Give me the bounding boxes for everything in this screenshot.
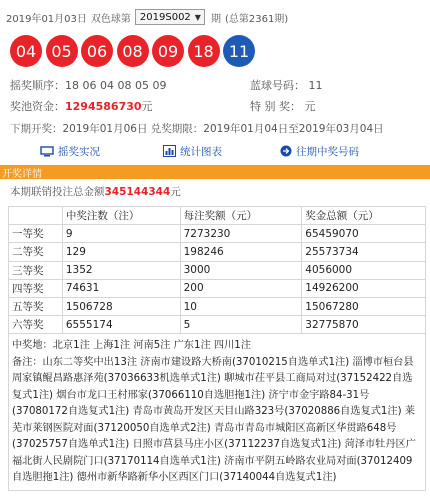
notes-cell	[9, 334, 426, 491]
winner-count: 1352	[62, 261, 180, 279]
red-ball: 18	[188, 35, 220, 67]
live-video-label: 摇奖实况	[58, 145, 100, 158]
remarks: 备注：山东二等奖中出13注 济南市建设路大桥南(37010215自选单式1注) 淄博市桓台县周家镇鲲昌路惠泽苑(37036633机选单式1注) 聊城市茌平县工商局对过(37152422自选复式1注) 烟台市龙口王村邢家(37066110自选胆拖1注) 济宁市金宇路84-31号(37080172自选复式1注) 青岛市黄岛开发区天目山路323号(37020886自选复式1注) 莱芜市莱钢医院对面(37120050自选单式2注) 青岛市青岛市城阳区高新区华贯路648号(37025757自选单式1注) 日照市莒县马庄小区(37112237自选复式1注) 菏泽市牡丹区广福北街人民剧院门口(37170114自选单式1注) 济南市平阴五岭路农业局对面(37012409自选胆拖1注) 德州市新华路新华小区西区门口(37140044自选复式1注)	[12, 356, 416, 484]
blue-ball: 11	[223, 35, 255, 67]
table-row	[9, 279, 426, 297]
total-bet-value: 345144344	[104, 186, 171, 198]
red-ball: 09	[152, 35, 184, 67]
chevron-down-icon: ▼	[194, 12, 201, 22]
prize-per-bet: 7273230	[180, 225, 302, 243]
winner-count: 6555174	[62, 316, 180, 334]
total-issue: (总第2361期)	[224, 13, 289, 25]
header-cell: 中奖注数（注）	[62, 207, 180, 225]
table-header-row	[9, 207, 426, 225]
winning-regions: 中奖地：北京1注 上海1注 河南5注 广东1注 四川1注	[12, 340, 251, 352]
prize-per-bet: 10	[180, 297, 302, 315]
blue-number	[250, 77, 323, 93]
period-word: 期	[210, 13, 221, 25]
total-bet-label: 本期联销投注总金额	[10, 186, 105, 198]
header-cell: 奖金总额（元）	[302, 207, 426, 225]
pool-label: 奖池资金：	[10, 100, 65, 113]
header-cell: 每注奖额（元）	[180, 207, 302, 225]
prize-level: 五等奖	[9, 297, 63, 315]
live-video-link[interactable]	[40, 144, 100, 159]
prize-level: 三等奖	[9, 261, 63, 279]
prize-per-bet: 3000	[180, 261, 302, 279]
prize-total: 14926200	[302, 279, 426, 297]
pool-unit: 元	[141, 100, 153, 113]
monitor-icon	[40, 146, 54, 157]
bar-chart-icon	[163, 145, 176, 157]
special-label: 特 别 奖：	[250, 100, 301, 113]
order-value: 18 06 04 08 05 09	[65, 78, 167, 92]
info-row-pool	[10, 98, 316, 114]
issue-select[interactable]	[135, 9, 205, 25]
arrow-right-circle-icon	[280, 145, 292, 157]
history-label: 往期中奖号码	[296, 145, 359, 158]
section-title-bar	[0, 165, 430, 179]
history-link[interactable]	[280, 144, 359, 159]
issue-header	[6, 8, 426, 26]
game-label: 双色球第	[90, 13, 131, 25]
issue-select-value: 2019S002	[139, 11, 191, 23]
winner-count: 74631	[62, 279, 180, 297]
table-row	[9, 316, 426, 334]
prize-total: 65459070	[302, 225, 426, 243]
table-row	[9, 261, 426, 279]
order-label: 摇奖顺序：	[10, 79, 65, 92]
prize-table	[8, 206, 426, 491]
prize-total: 15067280	[302, 297, 426, 315]
red-ball: 05	[46, 35, 78, 67]
total-bet	[10, 184, 181, 199]
winner-count: 9	[62, 225, 180, 243]
prize-level: 六等奖	[9, 316, 63, 334]
prize-total: 25573734	[302, 243, 426, 261]
table-row	[9, 225, 426, 243]
total-bet-unit: 元	[170, 186, 181, 198]
table-row	[9, 243, 426, 261]
header-cell	[9, 207, 63, 225]
red-ball: 04	[10, 35, 42, 67]
toolbar	[0, 138, 430, 164]
winner-count: 129	[62, 243, 180, 261]
stats-chart-label: 统计图表	[180, 145, 222, 158]
red-ball: 06	[81, 35, 113, 67]
special-value: 元	[304, 100, 316, 113]
draw-date: 2019年01月03日	[6, 13, 87, 25]
prize-level: 一等奖	[9, 225, 63, 243]
stats-chart-link[interactable]	[163, 144, 222, 159]
special-prize	[250, 98, 316, 114]
red-ball: 08	[117, 35, 149, 67]
prize-total: 4056000	[302, 261, 426, 279]
pool-value: 1294586730	[65, 99, 142, 113]
table-row	[9, 297, 426, 315]
prize-total: 32775870	[302, 316, 426, 334]
blue-value: 11	[308, 79, 323, 92]
prize-level: 二等奖	[9, 243, 63, 261]
prize-level: 四等奖	[9, 279, 63, 297]
prize-per-bet: 198246	[180, 243, 302, 261]
prize-per-bet: 200	[180, 279, 302, 297]
next-draw-info: 下期开奖：2019年01月06日 兑奖期限：2019年01月04日至2019年03月04日	[10, 123, 384, 135]
prize-per-bet: 5	[180, 316, 302, 334]
notes-row	[9, 334, 426, 491]
winner-count: 1506728	[62, 297, 180, 315]
winning-balls	[10, 35, 259, 69]
info-row-order	[10, 77, 323, 93]
section-title: 开奖详情	[2, 168, 42, 180]
blue-label: 蓝球号码：	[250, 79, 305, 92]
